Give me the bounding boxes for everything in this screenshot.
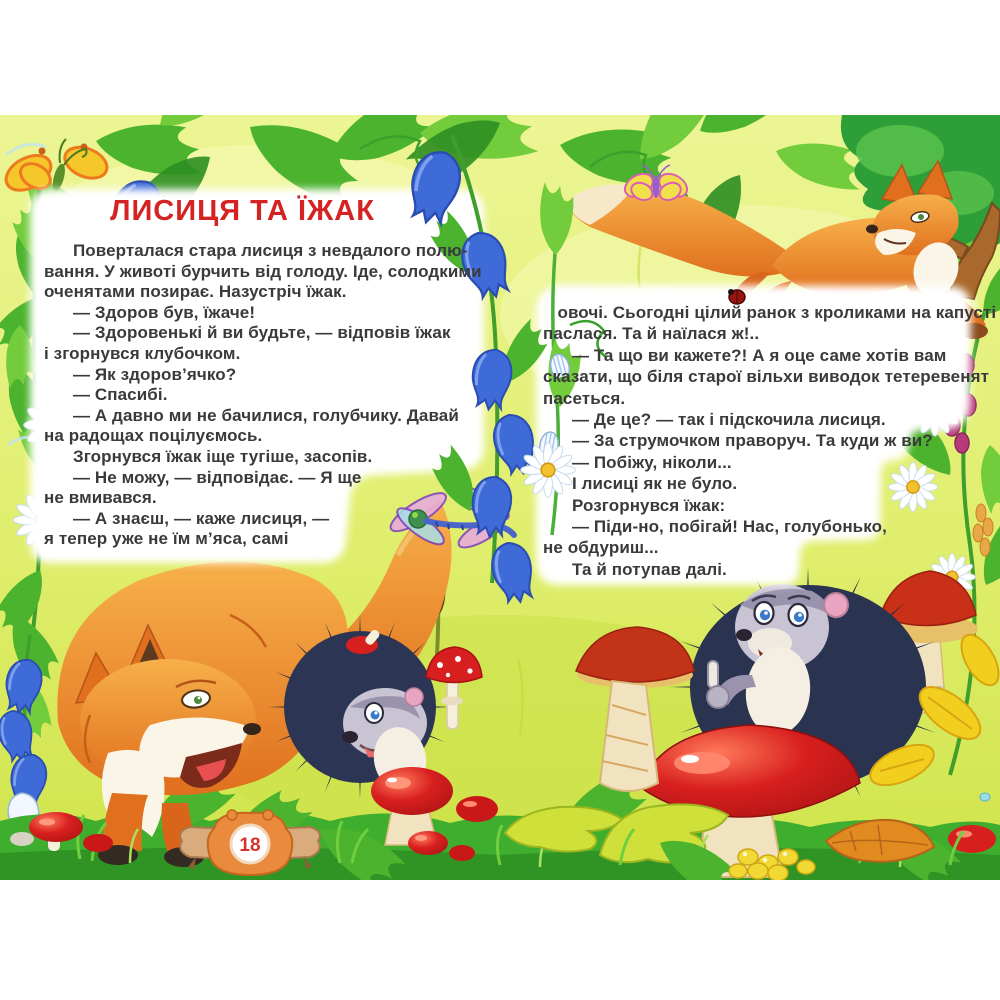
text-line: паслася. Та й наїлася ж!..	[543, 324, 760, 344]
text-line: — Та що ви кажете?! А я оце саме хотів вам	[543, 345, 947, 365]
text-line: я тепер уже не їм м’яса, самі	[44, 529, 289, 549]
right-page-text	[543, 302, 996, 580]
text-line: овочі. Сьогодні цілий ранок з кроликами на капусті	[543, 303, 997, 322]
text-line: — Спасибі.	[44, 385, 168, 405]
text-line: і згорнувся клубочком.	[44, 343, 241, 363]
text-line: Згорнувся їжак іще тугіше, засопів.	[44, 446, 373, 466]
text-line: — Як здоров’ячко?	[44, 364, 237, 384]
text-line: — Здоровенькі й ви будьте, — відповів їжак	[44, 323, 451, 343]
text-line: — За струмочком праворуч. Та куди ж ви?	[543, 431, 933, 451]
text-line: — Не можу, — відповідає. — Я ще	[44, 467, 362, 487]
text-line: — Піди-но, побігай! Нас, голубонько,	[543, 517, 887, 537]
page-number: 18	[239, 835, 261, 856]
text-line: сказати, що біля старої вільхи виводок тетеревенят	[543, 367, 990, 387]
text-line: вання. У животі бурчить від голоду. Іде, солодкими	[44, 261, 482, 281]
story-title: ЛИСИЦЯ ТА ЇЖАК	[110, 195, 375, 227]
dew-drop	[980, 793, 990, 801]
text-line: оченятами позирає. Назустріч їжак.	[44, 282, 347, 302]
text-line: Поверталася стара лисиця з невдалого полю-	[44, 241, 468, 260]
text-line: — Де це? — так і підскочила лисиця.	[543, 410, 886, 430]
text-line: — Здоров був, їжаче!	[44, 302, 256, 322]
left-page-text	[44, 241, 482, 550]
text-line: — А давно ми не бачилися, голубчику. Давай	[44, 405, 459, 425]
text-line: — А знаєш, — каже лисиця, —	[44, 508, 330, 528]
text-line: — Побіжу, ніколи...	[543, 452, 732, 472]
text-line: не обдуриш...	[543, 538, 659, 558]
text-line: на радощах поцілуємось.	[44, 426, 263, 446]
text-line: Розгорнувся їжак:	[543, 495, 726, 515]
text-line: не вмивався.	[44, 488, 157, 508]
text-line: Та й потупав далі.	[543, 559, 727, 579]
book-spread	[0, 115, 1000, 880]
text-line: І лисиці як не було.	[543, 474, 738, 494]
text-line: пасеться.	[543, 388, 626, 408]
